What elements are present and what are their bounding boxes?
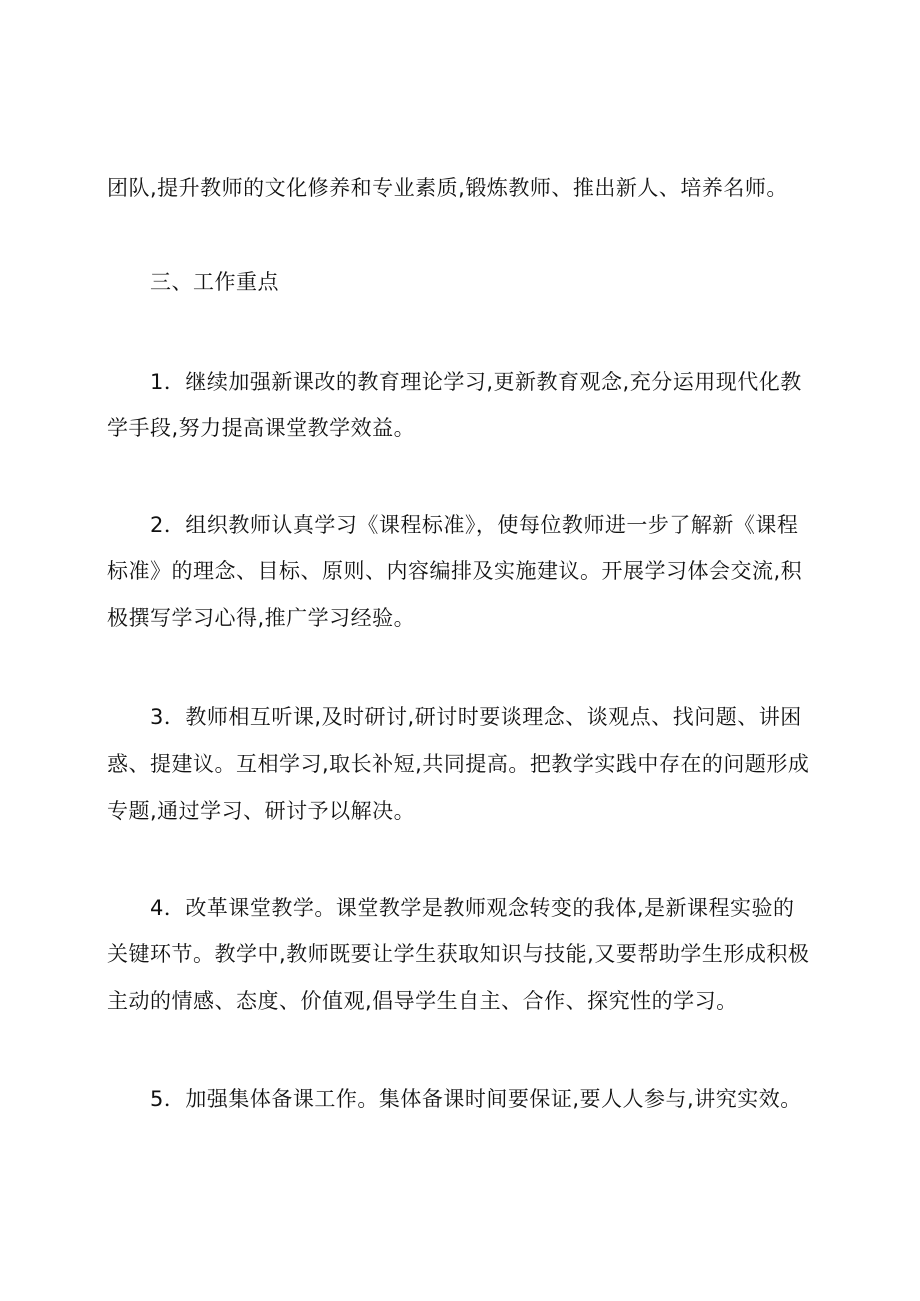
item-5-line-1: 5．加强集体备课工作。集体备课时间要保证,要人人参与,讲究实效。 (150, 1087, 802, 1111)
section-heading: 三、工作重点 (150, 270, 279, 294)
item-2-line-1: 2．组织教师认真学习《课程标准》，使每位教师进一步了解新《课程 (150, 513, 799, 537)
item-2-line-2: 标准》的理念、目标、原则、内容编排及实施建议。开展学习体会交流,积 (107, 559, 803, 583)
item-1-line-1: 1．继续加强新课改的教育理论学习,更新教育观念,充分运用现代化教 (150, 370, 802, 394)
item-1-line-2: 学手段,努力提高课堂教学效益。 (107, 416, 416, 440)
item-3-line-2: 惑、提建议。互相学习,取长补短,共同提高。把教学实践中存在的问题形成 (107, 752, 810, 776)
item-3-line-3: 专题,通过学习、研讨予以解决。 (107, 799, 416, 823)
item-4-line-2: 关键环节。教学中,教师既要让学生获取知识与技能,又要帮助学生形成积极 (107, 942, 810, 966)
item-3-line-1: 3．教师相互听课,及时研讨,研讨时要谈理念、谈观点、找问题、讲困 (150, 705, 802, 729)
item-4-line-1: 4．改革课堂教学。课堂教学是教师观念转变的我体,是新课程实验的 (150, 896, 795, 920)
item-4-line-3: 主动的情感、态度、价值观,倡导学生自主、合作、探究性的学习。 (107, 989, 738, 1013)
item-2-line-3: 极撰写学习心得,推广学习经验。 (107, 606, 416, 630)
intro-line: 团队,提升教师的文化修养和专业素质,锻炼教师、推出新人、培养名师。 (107, 176, 788, 200)
